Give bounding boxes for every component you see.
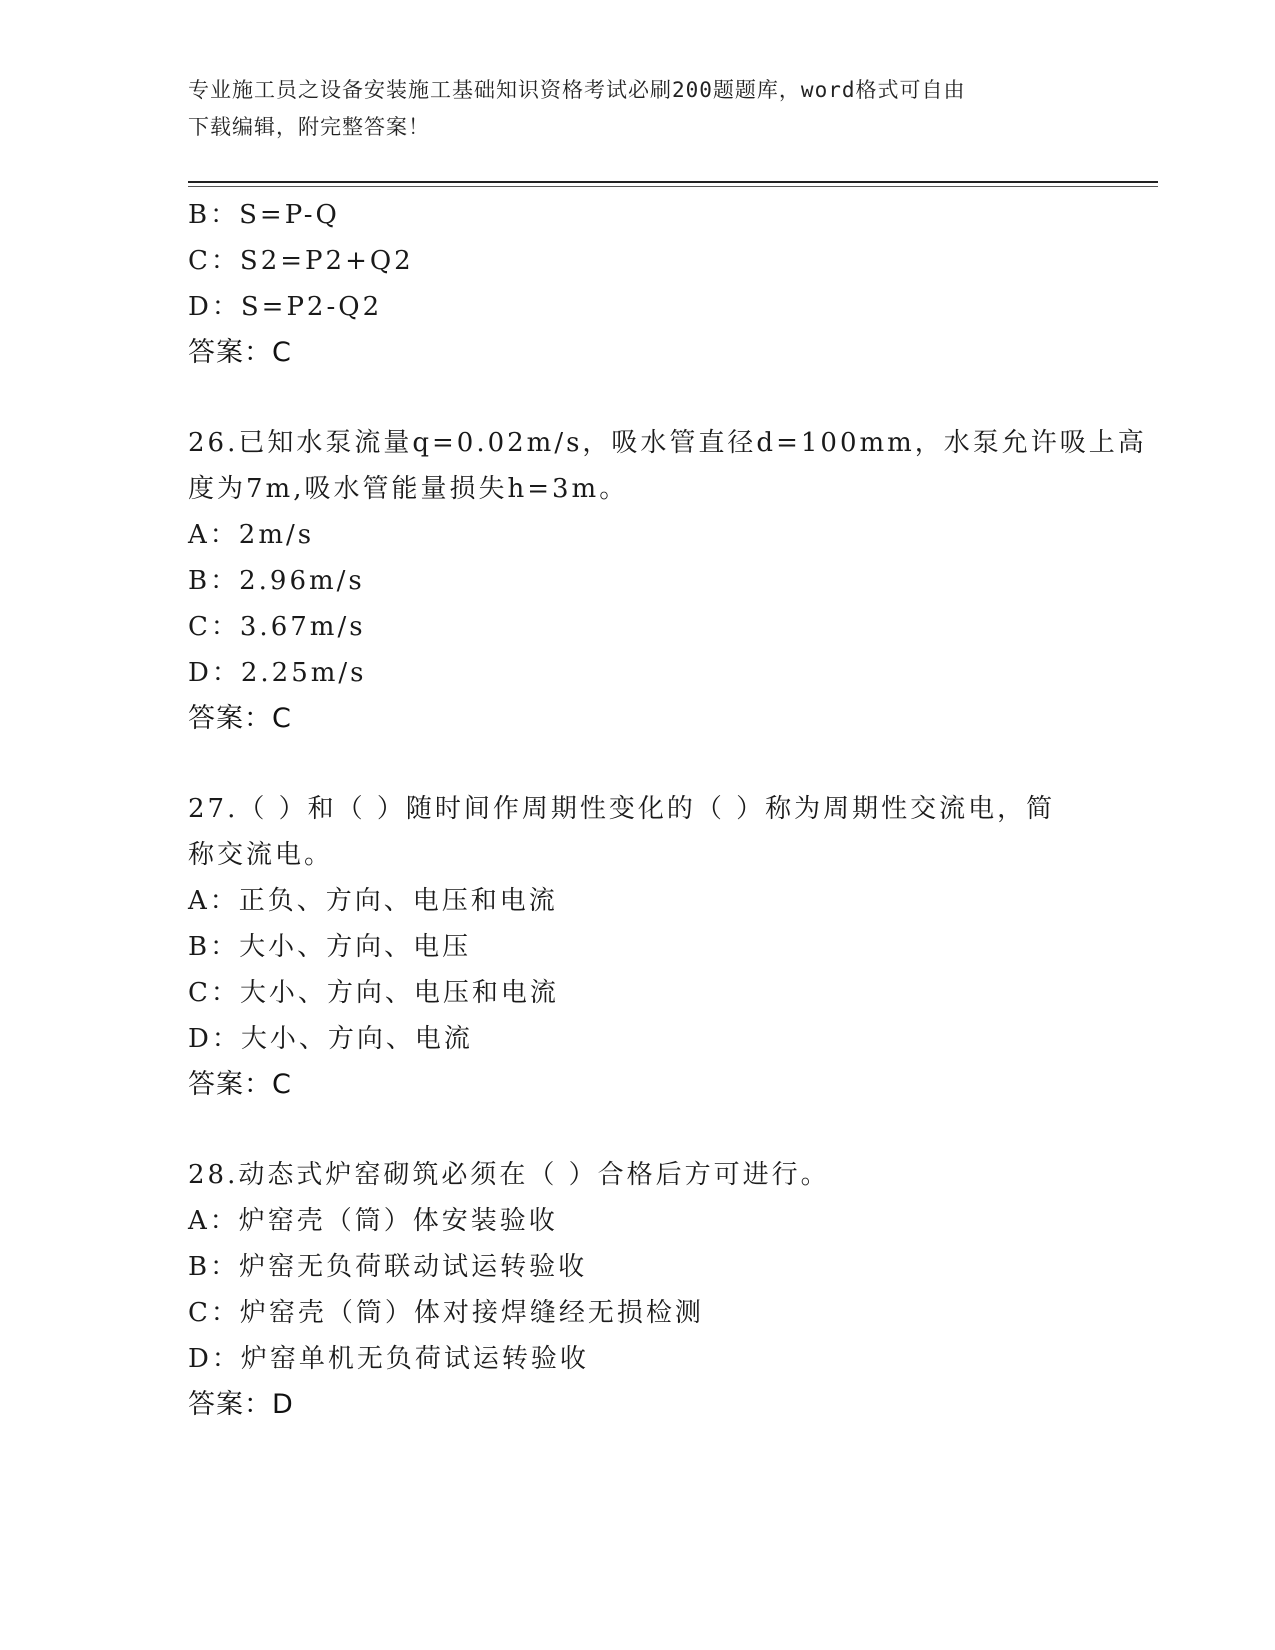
question-stem-line-1: 27.（ ）和（ ）随时间作周期性变化的（ ）称为周期性交流电，简 bbox=[188, 794, 1056, 824]
header-title-line-2: 下载编辑，附完整答案！ bbox=[188, 115, 430, 139]
option-c: C：S2=P2+Q2 bbox=[188, 246, 414, 276]
option-d: D：2.25m/s bbox=[188, 658, 367, 688]
answer-line: 答案：C bbox=[188, 337, 292, 368]
option-b: B：大小、方向、电压 bbox=[188, 932, 472, 962]
option-d: D：S=P2-Q2 bbox=[188, 292, 383, 322]
spacer bbox=[188, 742, 1088, 786]
question-stem-line-1: 28.动态式炉窑砌筑必须在（ ）合格后方可进行。 bbox=[188, 1160, 830, 1190]
header-divider-thick bbox=[188, 181, 1158, 183]
answer-line: 答案：D bbox=[188, 1389, 294, 1420]
spacer bbox=[188, 376, 1088, 420]
question-26 bbox=[188, 420, 1147, 742]
answer-line: 答案：C bbox=[188, 703, 292, 734]
option-c: C：炉窑壳（筒）体对接焊缝经无损检测 bbox=[188, 1298, 704, 1328]
header-divider-thin bbox=[188, 186, 1158, 187]
option-c: C：3.67m/s bbox=[188, 612, 366, 642]
header-title-line-1: 专业施工员之设备安装施工基础知识资格考试必刷200题题库，word格式可自由 bbox=[188, 78, 966, 102]
option-b: B：2.96m/s bbox=[188, 566, 365, 596]
option-a: A：炉窑壳（筒）体安装验收 bbox=[188, 1206, 558, 1236]
question-list bbox=[188, 192, 1147, 1428]
question-25 bbox=[188, 192, 1088, 376]
question-28 bbox=[188, 1152, 1088, 1428]
answer-line: 答案：C bbox=[188, 1069, 292, 1100]
spacer bbox=[188, 1108, 1088, 1152]
option-b: B：S=P-Q bbox=[188, 200, 340, 230]
option-a: A：2m/s bbox=[188, 520, 315, 550]
option-c: C：大小、方向、电压和电流 bbox=[188, 978, 559, 1008]
option-a: A：正负、方向、电压和电流 bbox=[188, 886, 558, 916]
option-d: D：炉窑单机无负荷试运转验收 bbox=[188, 1344, 589, 1374]
document-header bbox=[188, 72, 1088, 146]
question-stem-line-1: 26.已知水泵流量q=0.02m/s，吸水管直径d=100mm，水泵允许吸上高 bbox=[188, 428, 1147, 458]
question-27 bbox=[188, 786, 1088, 1108]
option-d: D：大小、方向、电流 bbox=[188, 1024, 473, 1054]
option-b: B：炉窑无负荷联动试运转验收 bbox=[188, 1252, 588, 1282]
question-stem-line-2: 度为7m,吸水管能量损失h=3m。 bbox=[188, 474, 629, 504]
question-stem-line-2: 称交流电。 bbox=[188, 840, 334, 870]
